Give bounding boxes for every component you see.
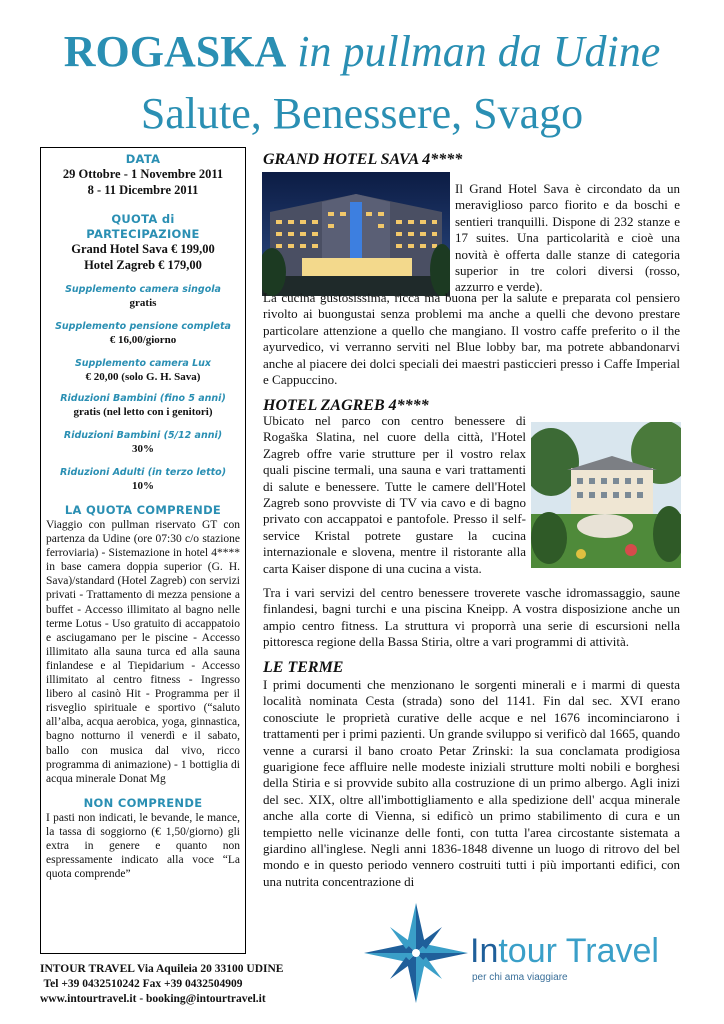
agency-contacts [40, 962, 284, 1007]
date-1: 29 Ottobre - 1 Novembre 2011 [62, 167, 224, 181]
reduction-kids12-value: 30% [132, 443, 154, 455]
reduction-adults-label: Riduzioni Adulti (in terzo letto) [59, 467, 227, 478]
date-2: 8 - 11 Dicembre 2011 [87, 182, 199, 197]
sava-heading: GRAND HOTEL SAVA 4**** [263, 151, 463, 168]
zagreb-intro-text: Ubicato nel parco con centro benessere di Rogaška Slatina, nel cuore della città, l'Hotel Zagreb offre varie strutture per il vostro relax quali piscine termali, una sauna e vari trattamenti di salute e benessere. Tutte le camere dell'Hotel Zagreb sono provviste di TV via cavo e di bagno privato con accappatoi e pantofole. Presso il self-service Kristal potrete gustare la cucina internazionale e slovena, mentre il ristorante alla carta Kaiser dispone di una cucina a vista. [263, 413, 526, 576]
comprende-text: Viaggio con pullman riservato GT con partenza da Udine (ore 07:30 c/o stazione ferroviaria) - Sistemazione in hotel 4**** in base camera doppia superior (G. H. Sava)/standard (Hotel Zagreb) con servizi privati - Trattamento di mezza pensione a buffet - Accesso illimitato al bagno nelle terme Lotus - Uso gratuito di accappatoio e asciugamano per le piscine - Accesso illimitato alla sauna turca ed alla sauna finlandese e al Tiepidarium - Accesso illimitato al centro fitness - Ingresso libero al casinò Hit - Programma per il risveglio spirituale e sportivo (“saluto all’alba, acqua aerobica, yoga, ginnastica, bagno notturno il venerdì e il sabato, ballo con musica dal vivo, ricco programma di animazione) - 1 bottiglia di acqua minerale Donat Mg [46, 519, 240, 785]
supplement-lux-value: € 20,00 (solo G. H. Sava) [85, 371, 201, 383]
zagreb-heading: HOTEL ZAGREB 4**** [263, 397, 429, 414]
terme-text: I primi documenti che menzionano le sorgenti minerali e i marmi di questa località nominata Cesta (strada) sono del 1141. Fin dal sec. XVI erano conosciute le proprietà curative delle acque e nel 1676 incominciarono i trattamenti per i primi pazienti. Un grande sviluppo si verificò dal 1665, quando venne a curarsi il bano croato Petar Zrinski: la sua conclamata prodigiosa guarigione fece affluire nelle modeste iniziali strutture molti nobili e borghesi della Stiria e si provvide subito alla costruzione di un primo albergo. Agli inizi del sec. XIX, oltre all'imbottigliamento e alla spedizione dell' acqua minerale anche alla corte di Vienna, si edificò un primo stabilimento di cura e un tempietto nelle vicinanze delle fonti, con tutta l'area circostante sistemata a giardino all'inglese. Negli anni 1836-1848 divenne un luogo di ritrovo del bel mondo e in questo periodo vennero costruiti tutti i più importanti edifici, con una nutrita concentrazione di [263, 677, 680, 889]
comprende-heading: LA QUOTA COMPRENDE [64, 503, 222, 517]
svg-text:Intour Travel [470, 932, 659, 970]
agency-phone: Tel +39 0432510242 Fax +39 0432504909 [43, 978, 243, 990]
info-sidebar [40, 147, 246, 954]
supplement-single-value: gratis [129, 297, 157, 309]
compass-star-icon [364, 903, 468, 1003]
hotel-sava-photo [262, 172, 450, 296]
price-zagreb: Hotel Zagreb € 179,00 [84, 257, 202, 272]
reduction-kids12-label: Riduzioni Bambini (5/12 anni) [63, 430, 223, 441]
non-comprende-text: I pasti non indicati, le bevande, le mance, la tassa di soggiorno (€ 1,50/giorno) gli extra in genere e quanto non espressamente indicato alla voce “La quota comprende” [46, 811, 240, 881]
title-destination: ROGASKA [63, 27, 287, 76]
sava-cuisine-text: La cucina gustosissima, ricca ma buona per la salute e preparata col pensiero rivolto ai buongustai senza problemi ma anche a quelli che devono prestare particolare attenzione a quello che mangiano. Il vostro caffe preferito o il the ayurvedico, vi verranno serviti nel Blue lobby bar, ma potrete abbandonarvi anche al piacere dei dolci speciali dei maestri pasticcieri presso i Caffe Imperial e Cappuccino. [263, 290, 680, 388]
agency-web[interactable]: www.intourtravel.it - booking@intourtravel.it [40, 993, 266, 1005]
price-sava: Grand Hotel Sava € 199,00 [71, 242, 215, 256]
non-comprende-heading: NON COMPRENDE [83, 795, 203, 810]
sava-intro-text: Il Grand Hotel Sava è circondato da un meraviglioso parco fiorito e da boschi e sentieri tranquilli. Dispone di 232 stanze e 17 suites. Una particolarità e cioè una novità è offerta dalle stanze di categoria superior in tre colori diversi (rosso, azzurro e verde). [455, 181, 680, 295]
reduction-kids5-value: gratis (nel letto con i genitori) [73, 406, 213, 418]
logo-tagline: per chi ama viaggiare [472, 972, 568, 983]
sava-heading-wrap [263, 150, 680, 169]
quota-heading: QUOTA di PARTECIPAZIONE [86, 212, 200, 241]
data-heading: DATA [125, 152, 161, 166]
terme-heading: LE TERME [263, 659, 344, 676]
reduction-kids5-label: Riduzioni Bambini (fino 5 anni) [60, 393, 226, 404]
logo-brand-tour: tour Travel [498, 932, 659, 970]
supplement-single-label: Supplemento camera singola [65, 284, 221, 295]
intour-travel-logo [362, 900, 682, 1010]
supplement-fullboard-value: € 16,00/giorno [109, 334, 177, 346]
hotel-zagreb-photo [531, 422, 681, 568]
logo-brand-in: In [470, 932, 499, 970]
zagreb-services-text: Tra i vari servizi del centro benessere troverete vasche idromassaggio, saune finlandesi, bagni turchi e una piscina Kneipp. A vostra disposizione anche un ampio centro fitness. La struttura vi proporrà una serie di escursioni nella pittoresca regione della Bassa Stiria, oltre a vari programmi di attività. [263, 585, 680, 650]
title-subtitle: in pullman da Udine [297, 27, 661, 76]
agency-address: INTOUR TRAVEL Via Aquileia 20 33100 UDINE [40, 963, 284, 975]
page-subtitle: Salute, Benessere, Svago [140, 89, 584, 138]
supplement-lux-label: Supplemento camera Lux [74, 358, 212, 369]
supplement-fullboard-label: Supplemento pensione completa [55, 321, 231, 332]
reduction-adults-value: 10% [132, 480, 154, 492]
page-title [0, 28, 724, 76]
